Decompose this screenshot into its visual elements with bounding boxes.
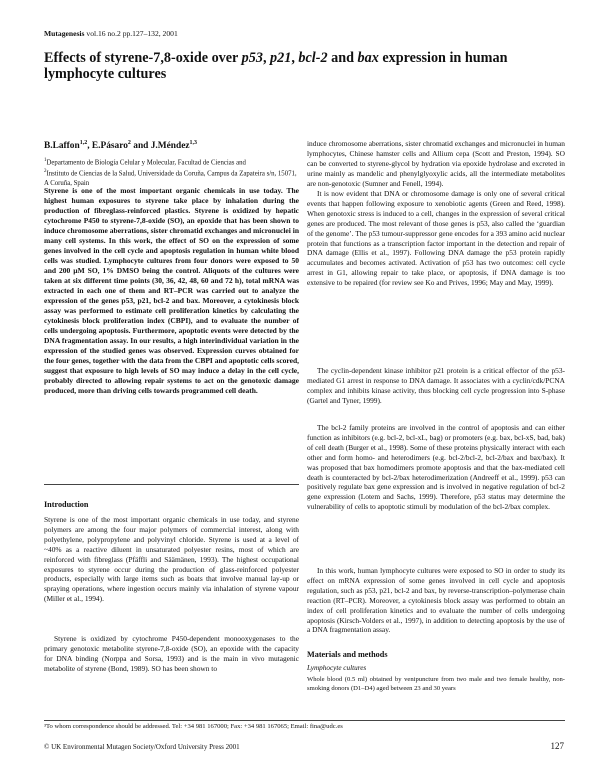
article-title [44,50,564,82]
copyright-notice: © UK Environmental Mutagen Society/Oxford University Press 2001 [44,743,240,751]
page-number: 127 [550,741,564,751]
journal-name: Mutagenesis [44,29,85,38]
abstract: Styrene is one of the most important organic chemicals in use today. The highest human exposures to styrene take place by inhalation during the production of fibreglass-reinforced plastics. Styrene is oxidized by hepatic cytochrome P450 to styrene-7,8-oxide (SO), an epoxide that has been shown to induce chromosome aberrations, sister chromatid exchanges and micronuclei in many cell systems. In this work, the effect of SO on the expression of some genes involved in the cell cycle and apoptosis regulation in human white blood cells was studied. Lymphocyte cultures from four donors were exposed to 50 and 200 µM SO, 1% DMSO being the control. Aliquots of the cultures were taken at six different time points (30, 36, 42, 48, 60 and 72 h), total mRNA was extracted in each one of them and RT–PCR was carried out to analyze the expression of the genes p53, p21, bcl-2 and bax. Moreover, a cytokinesis block assay was performed to estimate cell proliferation kinetics by calculating the cytokinesis block proliferation index (CBPI), and to evaluate the number of cells undergoing apoptosis. Furthermore, apoptotic events were detected by the DNA fragmentation assay. In our results, a high interindividual variation in the expression of the studied genes was observed. Expression curves obtained for the four genes, together with the data from the CBPI and apoptotic cells scored, suggest that exposure to high levels of SO may induce a delay in the cell cycle, probably directed to allowing repair systems to act on the genotoxic damage produced, more than driving cells towards programmed cell death. [44,186,299,395]
title-gene-p53: p53 [241,50,263,66]
body-paragraph-1: induce chromosome aberrations, sister chromatid exchanges and micronuclei in human lymphocytes, Chinese hamster cells and Allium cepa (Scott and Preston, 1994). SO can be converted to styrene-glycol by hydration via epoxide hydrolase and excreted in urine mainly as mandelic and phenylglyoxylic acids, all the intermediate metabolites are non-genotoxic (Sumner and Fenell, 1994). [307,139,565,188]
introduction-paragraph-2: Styrene is oxidized by cytochrome P450-dependent monooxygenases to the primary genotoxic metabolite styrene-7,8-oxide (SO), an epoxide with the capacity for DNA binding (Norppa and Sorsa, 1993) and is the main in vivo mutagenic metabolite of styrene (Bond, 1989). SO has been shown to [44,634,299,673]
author-affil-mark: 1,2 [79,140,88,146]
title-sep: , [262,50,271,66]
affil-mark: 2 [44,169,47,175]
affiliations [44,156,299,188]
footnote-divider [44,720,565,721]
lymphocyte-cultures-subheading: Lymphocyte cultures [307,664,367,672]
title-text: expression in human lymphocyte cultures [44,50,508,82]
author-affil-mark: 1,3 [189,140,198,146]
author-affil-mark: 2 [127,140,131,146]
affiliation-1: Departamento de Biología Celular y Molecular, Facultad de Ciencias and [46,159,246,167]
introduction-paragraph-1: Styrene is one of the most important organic chemicals in use today, and styrene polymers are among the four major polymers of commercial interest, along with polyethylene, polypropylene and polyvinyl chloride. Styrene is used at a level of ~40% as a reactive diluent in unsaturated polyester resins, most of which are reinforced with fibreglass (Pfäffli and Säämänen, 1993). The highest occupational exposures to styrene occur during the production of glass-reinforced polyester products, especially with large items such as boats that involve manual lay-up or spraying operations, where ingestion occurs mainly via inhalation of styrene vapour (Miller et al., 1994). [44,515,299,604]
materials-text: Whole blood (0.5 ml) obtained by venipuncture from two male and two female healthy, non-smoking donors (D1–D4) aged between 23 and 30 years [307,676,565,692]
journal-citation [44,29,178,38]
volume-info: vol.16 no.2 pp.127–132, 2001 [86,29,178,38]
title-gene-p21: p21 [270,50,292,66]
body-paragraph-3: The cyclin-dependent kinase inhibitor p21 protein is a critical effector of the p53-mediated G1 arrest in response to DNA damage. It associates with a cyclin/cdk/PCNA complex and inhibits kinase activity, thus blocking cell cycle progression into S-phase (Gartel and Tyner, 1999). [307,366,565,405]
body-paragraph-2: It is now evident that DNA or chromosome damage is only one of several critical events that happen following exposure to xenobiotic agents (Green and Reed, 1998). When genotoxic stress is induced to a cell, changes in the expression of several critical genes are produced. The most relevant of those genes is p53, also called the ‘guardian of the genome’. The p53 tumour-suppressor gene encodes for a 393 amino acid nuclear protein that functions as a transcription factor important in the detection and repair of DNA damage (Ellis et al., 1997). Following DNA damage the p53 protein rapidly accumulates and becomes activated. Activation of p53 has two outcomes: cell cycle arrest in G1, allowing repair to take place, or apoptosis, if DNA damage is too extensive to be repaired (for review see Ko and Prives, 1996; May and May, 1999). [307,189,565,288]
introduction-heading: Introduction [44,500,89,509]
author-name: E.Pásaro [91,141,128,152]
author-name: B.Laffon [44,141,80,152]
body-paragraph-5: In this work, human lymphocyte cultures were exposed to SO in order to study its effect on mRNA expression of some genes involved in cell cycle and apoptosis regulation, such as p53, p21, bcl-2 and bax, by reverse-transcription–polymerase chain reaction (RT–PCR). Moreover, a cytokinesis block assay was performed to obtain an index of cell proliferation kinetics and to evaluate the number of cells undergoing apoptosis (Kirsch-Volders et al., 1997), in addition to detecting apoptosis by the use of a DNA fragmentation assay. [307,566,565,635]
abstract-divider [44,484,299,485]
correspondence-footnote: ³To whom correspondence should be addressed. Tel: +34 981 167000; Fax: +34 981 167065; Email: fina@udc.es [44,723,343,730]
affil-mark: 1 [44,158,47,163]
materials-heading: Materials and methods [307,650,388,659]
affiliation-2: Instituto de Ciencias de la Salud, Universidade da Coruña, Campus da Zapateira s/n, 15071, A Coruña, Spain [44,170,297,187]
title-sep: , [291,50,299,66]
author-list: B.Laffon$^{1,2}$, E.Pásaro$^2$ and J.Méndez$^{1,3}$ [44,140,198,152]
title-text: Effects of styrene-7,8-oxide over [44,50,242,66]
title-text: and [327,50,358,66]
title-gene-bcl2: bcl-2 [298,50,328,66]
author-conjunction: and [130,141,151,152]
title-gene-bax: bax [357,50,379,66]
author-name: J.Méndez [150,141,190,152]
body-paragraph-4: The bcl-2 family proteins are involved in the control of apoptosis and can either function as inhibitors (e.g. bcl-2, bcl-xL, bag) or promoters (e.g. bax, bcl-xS, bad, bak) of cell death (Burger et al., 1998). Some of these proteins physically interact with each other and form homo- and heterodimers (e.g. bcl-2/bcl-2, bcl-2/bax and bax/bax). It was proposed that bax homodimers promote apoptosis and that the bax-mediated cell death is counteracted by bcl-2/bax heterodimerization (Andreeff et al., 1999). p53 can positively regulate bax gene expression and is involved in negative regulation of bcl-2 gene expression (Lotem and Sachs, 1999). Therefore, p53 status may determine the vulnerability of cells to apoptotic stimuli by modulation of the bcl-2/bax complex. [307,423,565,512]
